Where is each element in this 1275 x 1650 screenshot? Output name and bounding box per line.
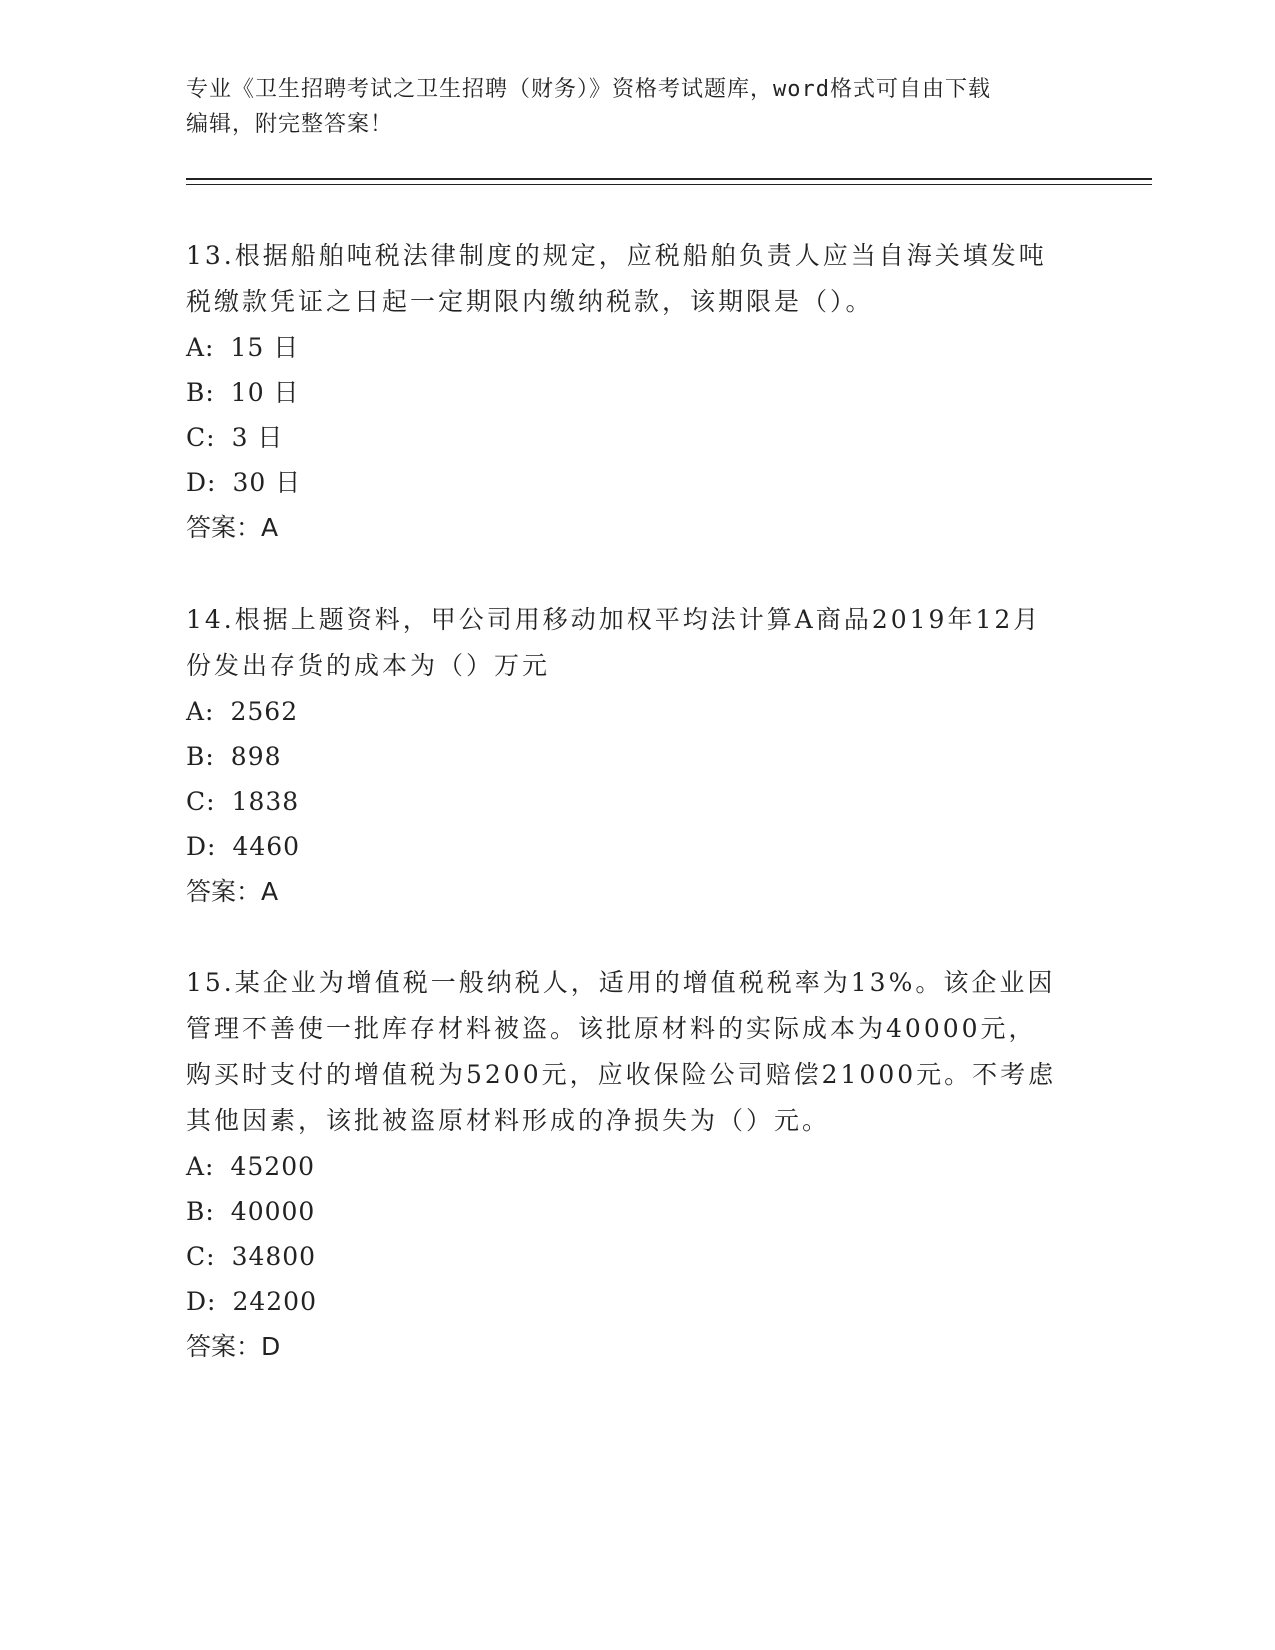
option-text: 24200 <box>232 1287 317 1316</box>
option-b <box>186 734 1066 779</box>
option-c <box>186 415 1066 460</box>
option-b <box>186 370 1066 415</box>
option-c <box>186 779 1066 824</box>
option-letter: D: <box>186 1287 217 1316</box>
question-stem-line: 13.根据船舶吨税法律制度的规定，应税船舶负责人应当自海关填发吨 <box>186 241 1047 270</box>
option-text: 40000 <box>230 1197 316 1226</box>
answer-value: A <box>261 513 279 542</box>
answer-value: A <box>261 877 279 906</box>
answer-line <box>186 505 1066 550</box>
option-text: 2562 <box>230 697 299 726</box>
option-text: 1838 <box>231 787 300 816</box>
answer-line <box>186 1324 1066 1369</box>
option-letter: D: <box>186 832 217 861</box>
question-stem-line: 管理不善使一批库存材料被盗。该批原材料的实际成本为40000元， <box>186 1014 1037 1043</box>
question-stem-line: 购买时支付的增值税为5200元，应收保险公司赔偿21000元。不考虑 <box>186 1060 1057 1089</box>
option-d <box>186 824 1066 869</box>
question-stem-line: 15.某企业为增值税一般纳税人，适用的增值税税率为13%。该企业因 <box>186 968 1056 997</box>
option-text: 30 日 <box>232 468 302 497</box>
option-letter: C: <box>186 423 216 452</box>
answer-label: 答案： <box>186 513 262 542</box>
option-letter: A: <box>186 333 215 362</box>
option-letter: A: <box>186 1152 215 1181</box>
option-d <box>186 1279 1066 1324</box>
answer-line <box>186 869 1066 914</box>
answer-label: 答案： <box>186 877 262 906</box>
answer-label: 答案： <box>186 1332 262 1361</box>
option-letter: B: <box>186 378 215 407</box>
header-divider-bottom <box>186 184 1152 185</box>
question-15 <box>186 960 1066 1369</box>
option-a <box>186 689 1066 734</box>
option-text: 4460 <box>232 832 301 861</box>
option-b <box>186 1189 1066 1234</box>
header-divider-top <box>186 178 1152 180</box>
option-letter: B: <box>186 1197 215 1226</box>
option-letter: C: <box>186 1242 216 1271</box>
option-c <box>186 1234 1066 1279</box>
option-a <box>186 325 1066 370</box>
option-letter: B: <box>186 742 215 771</box>
header-line-1: 专业《卫生招聘考试之卫生招聘（财务）》资格考试题库，word格式可自由下载 <box>186 77 991 102</box>
option-a <box>186 1144 1066 1189</box>
document-header <box>186 72 1066 142</box>
option-text: 898 <box>230 742 282 771</box>
question-13 <box>186 233 1066 550</box>
option-text: 3 日 <box>231 423 284 452</box>
option-letter: A: <box>186 697 215 726</box>
question-stem-line: 14.根据上题资料，甲公司用移动加权平均法计算A商品2019年12月 <box>186 605 1042 634</box>
question-14 <box>186 597 1066 914</box>
option-letter: C: <box>186 787 216 816</box>
answer-value: D <box>261 1332 281 1361</box>
option-text: 45200 <box>230 1152 316 1181</box>
option-text: 15 日 <box>230 333 300 362</box>
question-stem-line: 税缴款凭证之日起一定期限内缴纳税款，该期限是（）。 <box>186 287 874 316</box>
question-stem-line: 其他因素，该批被盗原材料形成的净损失为（）元。 <box>186 1106 831 1135</box>
header-line-2: 编辑，附完整答案！ <box>186 112 394 137</box>
option-text: 34800 <box>231 1242 317 1271</box>
question-stem-line: 份发出存货的成本为（）万元 <box>186 651 551 680</box>
option-letter: D: <box>186 468 217 497</box>
option-d <box>186 460 1066 505</box>
option-text: 10 日 <box>230 378 300 407</box>
